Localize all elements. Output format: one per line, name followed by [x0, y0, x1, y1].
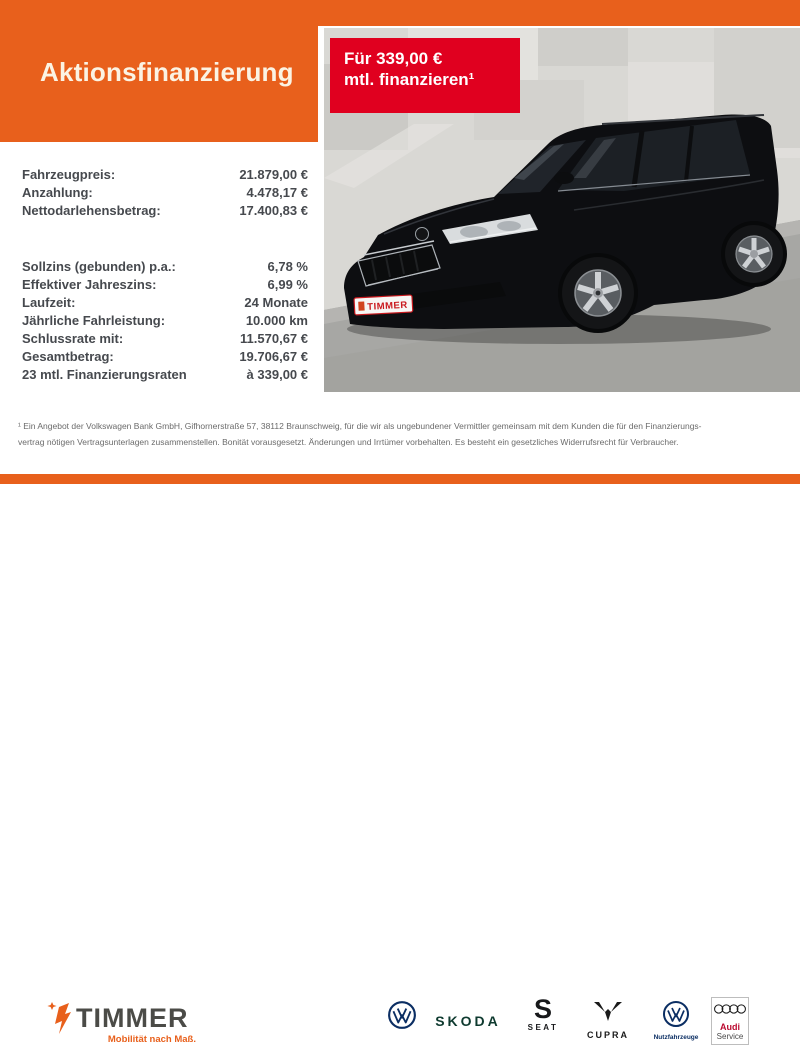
license-plate-text: TIMMER	[366, 299, 408, 313]
row-value: 19.706,67 €	[239, 349, 308, 364]
brand-skoda	[428, 1013, 508, 1029]
table-row	[22, 202, 308, 220]
row-label: Anzahlung:	[22, 185, 93, 200]
row-label: Gesamtbetrag:	[22, 349, 114, 364]
disclaimer-line1: ¹ Ein Angebot der Volkswagen Bank GmbH, Gifhornerstraße 57, 38112 Braunschweig, für die wir als ungebundener Vermittler gemeinsam mit dem Kunden die für den Finanzierungs-	[18, 421, 702, 431]
financing-table-block1	[22, 166, 308, 220]
seat-logo-icon: S	[533, 994, 552, 1024]
audi-service-label: Service	[716, 1032, 744, 1041]
row-value: 11.570,67 €	[240, 331, 308, 346]
row-label: Jährliche Fahrleistung:	[22, 313, 166, 328]
timmer-logo-icon	[46, 1000, 74, 1038]
page-title: Aktionsfinanzierung	[40, 57, 294, 87]
row-label: Schlussrate mit:	[22, 331, 124, 346]
audi-rings-icon	[714, 1003, 746, 1015]
vw-nutzfahrzeuge-logo-icon	[662, 1000, 690, 1028]
brand-cupra	[578, 999, 638, 1040]
brand-audi-service	[711, 997, 749, 1045]
row-label: Sollzins (gebunden) p.a.:	[22, 259, 176, 274]
row-value: 6,99 %	[267, 277, 308, 292]
row-value: à 339,00 €	[246, 367, 308, 382]
license-plate	[354, 295, 413, 315]
table-row	[22, 348, 308, 366]
brand-volkswagen	[386, 1000, 418, 1035]
table-row	[22, 276, 308, 294]
row-label: 23 mtl. Finanzierungsraten	[22, 367, 187, 382]
offer-price-line: Für 339,00 €	[344, 49, 443, 68]
table-row	[22, 330, 308, 348]
table-row	[22, 366, 308, 384]
brand-vw-nutzfahrzeuge	[652, 1000, 700, 1041]
row-label: Effektiver Jahreszins:	[22, 277, 157, 292]
seat-wordmark: SEAT	[527, 1023, 559, 1032]
disclaimer	[18, 418, 788, 450]
row-value: 10.000 km	[245, 313, 308, 328]
row-label: Nettodarlehensbetrag:	[22, 203, 161, 218]
table-row	[22, 258, 308, 276]
table-row	[22, 312, 308, 330]
audi-wordmark: Audi	[720, 1022, 740, 1032]
table-row	[22, 294, 308, 312]
dealer-logo	[46, 998, 206, 1048]
dealer-name: TIMMER	[76, 1003, 189, 1033]
offer-finance-line: mtl. finanzieren¹	[344, 70, 475, 89]
offer-flag	[330, 38, 520, 113]
row-value: 6,78 %	[267, 259, 308, 274]
table-row	[22, 166, 308, 184]
row-label: Laufzeit:	[22, 295, 76, 310]
vw-nutzfahrzeuge-wordmark: Nutzfahrzeuge	[653, 1034, 699, 1041]
dealer-tagline: Mobilität nach Maß.	[107, 1034, 196, 1045]
financing-table-block2	[22, 258, 308, 384]
disclaimer-line2: vertrag nötigen Vertragsunterlagen zusammenstellen. Bonität vorausgesetzt. Änderungen und Irrtümer vorbehalten. Es besteht ein gesetzliches Widerrufsrecht für Verbraucher.	[18, 437, 679, 447]
row-value: 17.400,83 €	[239, 203, 308, 218]
skoda-wordmark: SKODA	[435, 1013, 501, 1029]
rear-wheel	[721, 221, 787, 287]
cupra-wordmark: CUPRA	[586, 1030, 629, 1040]
table-row	[22, 184, 308, 202]
row-value: 24 Monate	[244, 295, 308, 310]
skoda-badge-icon	[416, 228, 429, 241]
cupra-logo-icon	[591, 999, 625, 1023]
vw-logo-icon	[387, 1000, 417, 1030]
row-value: 21.879,00 €	[239, 167, 308, 182]
divider-bar	[0, 474, 800, 484]
footer	[0, 484, 800, 1045]
front-wheel	[558, 253, 638, 333]
brand-seat	[518, 995, 568, 1032]
row-label: Fahrzeugpreis:	[22, 167, 116, 182]
row-value: 4.478,17 €	[246, 185, 308, 200]
side-mirror	[554, 172, 574, 184]
